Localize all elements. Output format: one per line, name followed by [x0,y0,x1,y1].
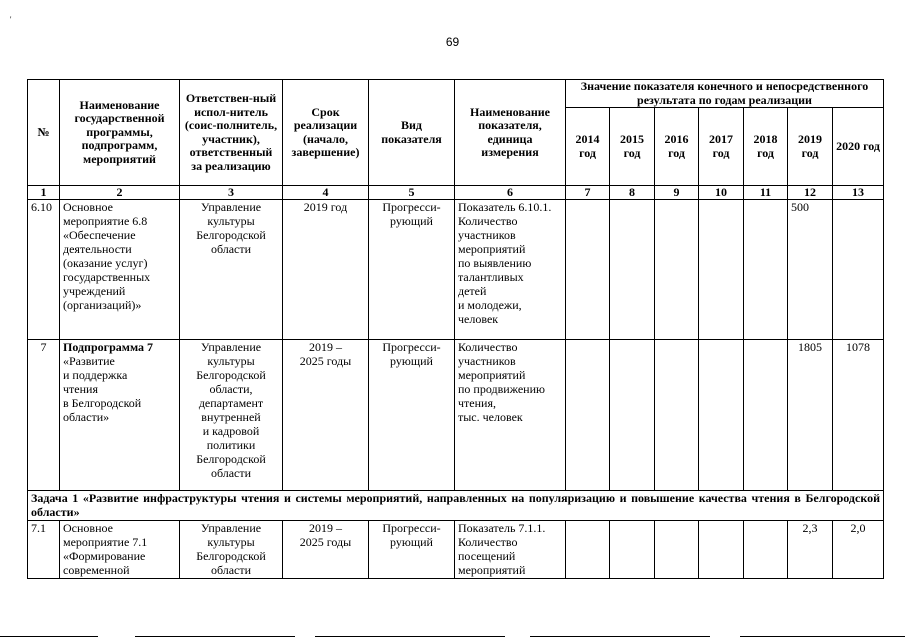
text-line: «Формирование [63,549,146,563]
row-program-name [60,521,180,579]
value-2019: 2,3 [788,521,833,579]
column-number: 4 [283,186,369,200]
text-line: политики [206,438,256,452]
row-program-name [60,200,180,340]
text-line: мероприятий [458,242,526,256]
value-2017 [699,200,744,340]
column-number: 12 [788,186,833,200]
value-2019: 500 [788,200,833,340]
text-line: «Обеспечение [63,228,136,242]
header-responsible: Ответствен-ный испол-нитель (соис-полнитель, участник), ответственный за реализацию [180,80,283,186]
text-line: Белгородской [196,228,266,242]
text-line: деятельности [63,242,132,256]
header-year-2017: 2017 год [699,108,744,186]
text-line: области [210,242,252,256]
page-number: 69 [445,35,460,49]
row-term [283,200,369,340]
text-line: области [210,466,252,480]
column-number: 2 [60,186,180,200]
header-year-2018: 2018 год [744,108,788,186]
text-line: (оказание услуг) [63,256,148,270]
row-responsible [180,521,283,579]
header-indicator-type: Вид показателя [369,80,455,186]
text-line: мероприятие 7.1 [63,535,148,549]
scan-edge-line [315,636,505,637]
column-number: 9 [655,186,699,200]
column-number: 7 [566,186,610,200]
text-line: чтения, [458,396,496,410]
column-number: 11 [744,186,788,200]
scan-edge-line [530,636,710,637]
text-line: Прогресси- [382,340,441,354]
row-no: 6.10 [28,200,60,340]
column-number: 13 [833,186,884,200]
text-line: Прогресси- [382,200,441,214]
value-2018 [744,521,788,579]
header-year-2020: 2020 год [833,108,884,186]
text-line: чтения [63,382,98,396]
column-number: 1 [28,186,60,200]
text-line: Белгородской [196,452,266,466]
scan-edge-line [740,636,905,637]
row-indicator-type [369,521,455,579]
value-2020: 2,0 [833,521,884,579]
value-2016 [655,340,699,491]
indicators-table [27,79,884,579]
text-line: Управление [200,521,262,535]
row-responsible [180,200,283,340]
text-line: мероприятий [458,368,526,382]
task-1-title: Задача 1 «Развитие инфраструктуры чтения и системы мероприятий, направленных на популяризацию и повышение качества чтения в Белгородской области» [28,491,884,521]
header-year-2015: 2015 год [610,108,655,186]
column-number: 6 [455,186,566,200]
text-line: по выявлению [458,256,532,270]
text-line: департамент [198,396,264,410]
text-line: мероприятий [458,563,526,577]
row-indicator-name [455,521,566,579]
row-indicator-type [369,200,455,340]
text-line: области [210,563,252,577]
text-line: Основное [63,521,113,535]
column-number: 3 [180,186,283,200]
text-line: 2025 годы [299,535,352,549]
scan-edge-line [0,636,98,637]
row-term [283,340,369,491]
text-line: культуры [207,354,255,368]
text-line: участников [458,354,516,368]
value-2020: 1078 [833,340,884,491]
text-line: Белгородской [196,368,266,382]
text-line: Управление [200,340,262,354]
value-2020 [833,200,884,340]
text-line: Основное [63,200,113,214]
row-no: 7.1 [28,521,60,579]
text-line: области, [209,382,253,396]
header-term: Срок реализации (начало, завершение) [283,80,369,186]
text-line: в Белгородской [63,396,142,410]
scan-edge-line [135,636,295,637]
header-year-2019: 2019 год [788,108,833,186]
text-line: мероприятие 6.8 [63,214,148,228]
row-term [283,521,369,579]
row-no: 7 [28,340,60,491]
text-line: области» [63,410,110,424]
column-number: 5 [369,186,455,200]
text-line: Управление [200,200,262,214]
header-indicator-name: Наименование показателя, единица измерения [455,80,566,186]
text-line: талантливых [458,270,524,284]
text-line: по продвижению [458,382,545,396]
scan-mark: ' [10,15,12,24]
text-line: «Развитие [63,354,115,368]
column-number: 8 [610,186,655,200]
text-line: культуры [207,535,255,549]
text-line: Количество [458,340,518,354]
text-line: посещений [458,549,516,563]
text-line: 2019 год [303,200,348,214]
text-line: современной [63,563,130,577]
text-line: 2019 – [309,340,342,354]
text-line: рующий [390,354,433,368]
value-2017 [699,521,744,579]
row-indicator-type [369,340,455,491]
value-2019: 1805 [788,340,833,491]
text-line: Показатель 6.10.1. [458,200,552,214]
value-2015 [610,200,655,340]
text-line: и поддержка [63,368,128,382]
text-line: участников [458,228,516,242]
row-indicator-name [455,200,566,340]
row-program-name [60,340,180,491]
value-2014 [566,200,610,340]
value-2017 [699,340,744,491]
table-row [28,200,884,340]
text-line: учреждений [63,284,126,298]
value-2016 [655,521,699,579]
value-2015 [610,340,655,491]
header-year-2014: 2014 год [566,108,610,186]
text-line: государственных [63,270,151,284]
table-row [28,521,884,579]
header-values-group: Значение показателя конечного и непосредственного результата по годам реализации [566,80,884,108]
row-indicator-name [455,340,566,491]
text-line: Показатель 7.1.1. [458,521,546,535]
text-line: 2019 – [309,521,342,535]
text-line: Прогресси- [382,521,441,535]
text-line: тыс. человек [458,410,523,424]
text-line: внутренней [201,410,261,424]
value-2016 [655,200,699,340]
value-2014 [566,340,610,491]
text-line: и молодежи, [458,298,522,312]
header-program-name: Наименование государственной программы, подпрограмм, мероприятий [60,80,180,186]
subprogram-title: Подпрограмма 7 [63,340,154,354]
text-line: рующий [390,214,433,228]
text-line: Количество [458,535,518,549]
header-no: № [28,80,60,186]
text-line: (организаций)» [63,298,142,312]
task-row [28,491,884,521]
text-line: культуры [207,214,255,228]
row-responsible [180,340,283,491]
text-line: Количество [458,214,518,228]
value-2018 [744,200,788,340]
text-line: человек [458,312,499,326]
column-numbers-row [28,186,884,200]
text-line: и кадровой [202,424,260,438]
text-line: детей [458,284,487,298]
value-2018 [744,340,788,491]
text-line: 2025 годы [299,354,352,368]
value-2015 [610,521,655,579]
header-year-2016: 2016 год [655,108,699,186]
table-row [28,340,884,491]
column-number: 10 [699,186,744,200]
value-2014 [566,521,610,579]
text-line: рующий [390,535,433,549]
text-line: Белгородской [196,549,266,563]
